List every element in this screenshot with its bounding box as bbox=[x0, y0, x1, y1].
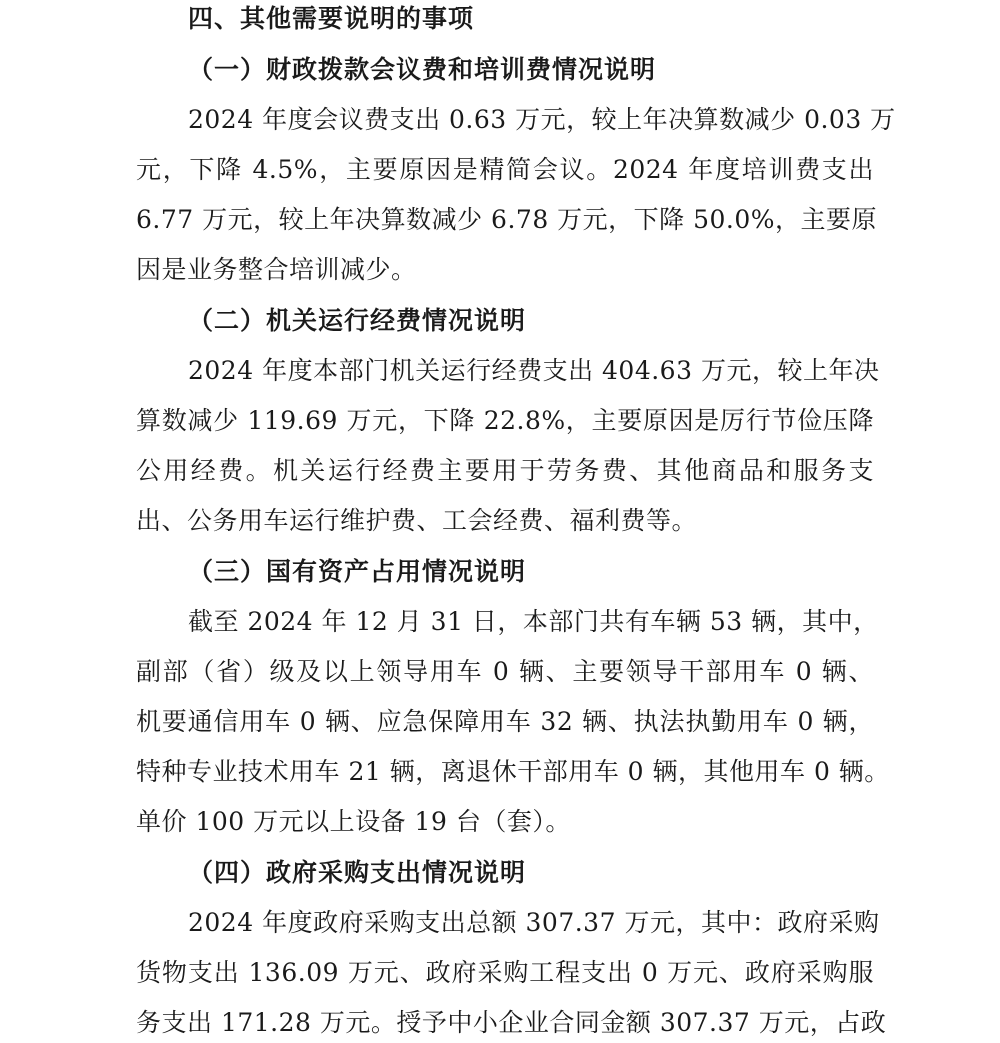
paragraph-line: 特种专业技术用车 21 辆，离退休干部用车 0 辆，其他用车 0 辆。 bbox=[136, 757, 890, 786]
subsection-title-government-procurement: （四）政府采购支出情况说明 bbox=[188, 858, 527, 887]
paragraph-line: 出、公务用车运行维护费、工会经费、福利费等。 bbox=[136, 506, 698, 535]
subsection-title-meeting-training: （一）财政拨款会议费和培训费情况说明 bbox=[188, 55, 657, 84]
paragraph-line: 机要通信用车 0 辆、应急保障用车 32 辆、执法执勤用车 0 辆， bbox=[136, 707, 874, 736]
paragraph-line: 因是业务整合培训减少。 bbox=[136, 255, 417, 284]
paragraph-line: 2024 年度本部门机关运行经费支出 404.63 万元，较上年决 bbox=[188, 356, 880, 385]
subsection-title-operating-expenses: （二）机关运行经费情况说明 bbox=[188, 306, 527, 335]
subsection-title-state-assets: （三）国有资产占用情况说明 bbox=[188, 557, 527, 586]
paragraph-line: 2024 年度政府采购支出总额 307.37 万元，其中：政府采购 bbox=[188, 908, 880, 937]
section-heading: 四、其他需要说明的事项 bbox=[188, 4, 475, 33]
paragraph-line: 货物支出 136.09 万元、政府采购工程支出 0 万元、政府采购服 bbox=[136, 958, 874, 987]
paragraph-line: 截至 2024 年 12 月 31 日，本部门共有车辆 53 辆，其中， bbox=[188, 607, 879, 636]
paragraph-line: 元，下降 4.5%，主要原因是精简会议。2024 年度培训费支出 bbox=[136, 155, 874, 184]
paragraph-line: 单价 100 万元以上设备 19 台（套）。 bbox=[136, 807, 571, 836]
paragraph-line: 2024 年度会议费支出 0.63 万元，较上年决算数减少 0.03 万 bbox=[188, 105, 896, 134]
paragraph-line: 6.77 万元，较上年决算数减少 6.78 万元，下降 50.0%，主要原 bbox=[136, 205, 878, 234]
paragraph-line: 公用经费。机关运行经费主要用于劳务费、其他商品和服务支 bbox=[136, 456, 874, 485]
paragraph-line: 务支出 171.28 万元。授予中小企业合同金额 307.37 万元，占政 bbox=[136, 1008, 887, 1037]
paragraph-line: 副部（省）级及以上领导用车 0 辆、主要领导干部用车 0 辆、 bbox=[136, 657, 874, 686]
paragraph-line: 算数减少 119.69 万元，下降 22.8%，主要原因是厉行节俭压降 bbox=[136, 406, 874, 435]
